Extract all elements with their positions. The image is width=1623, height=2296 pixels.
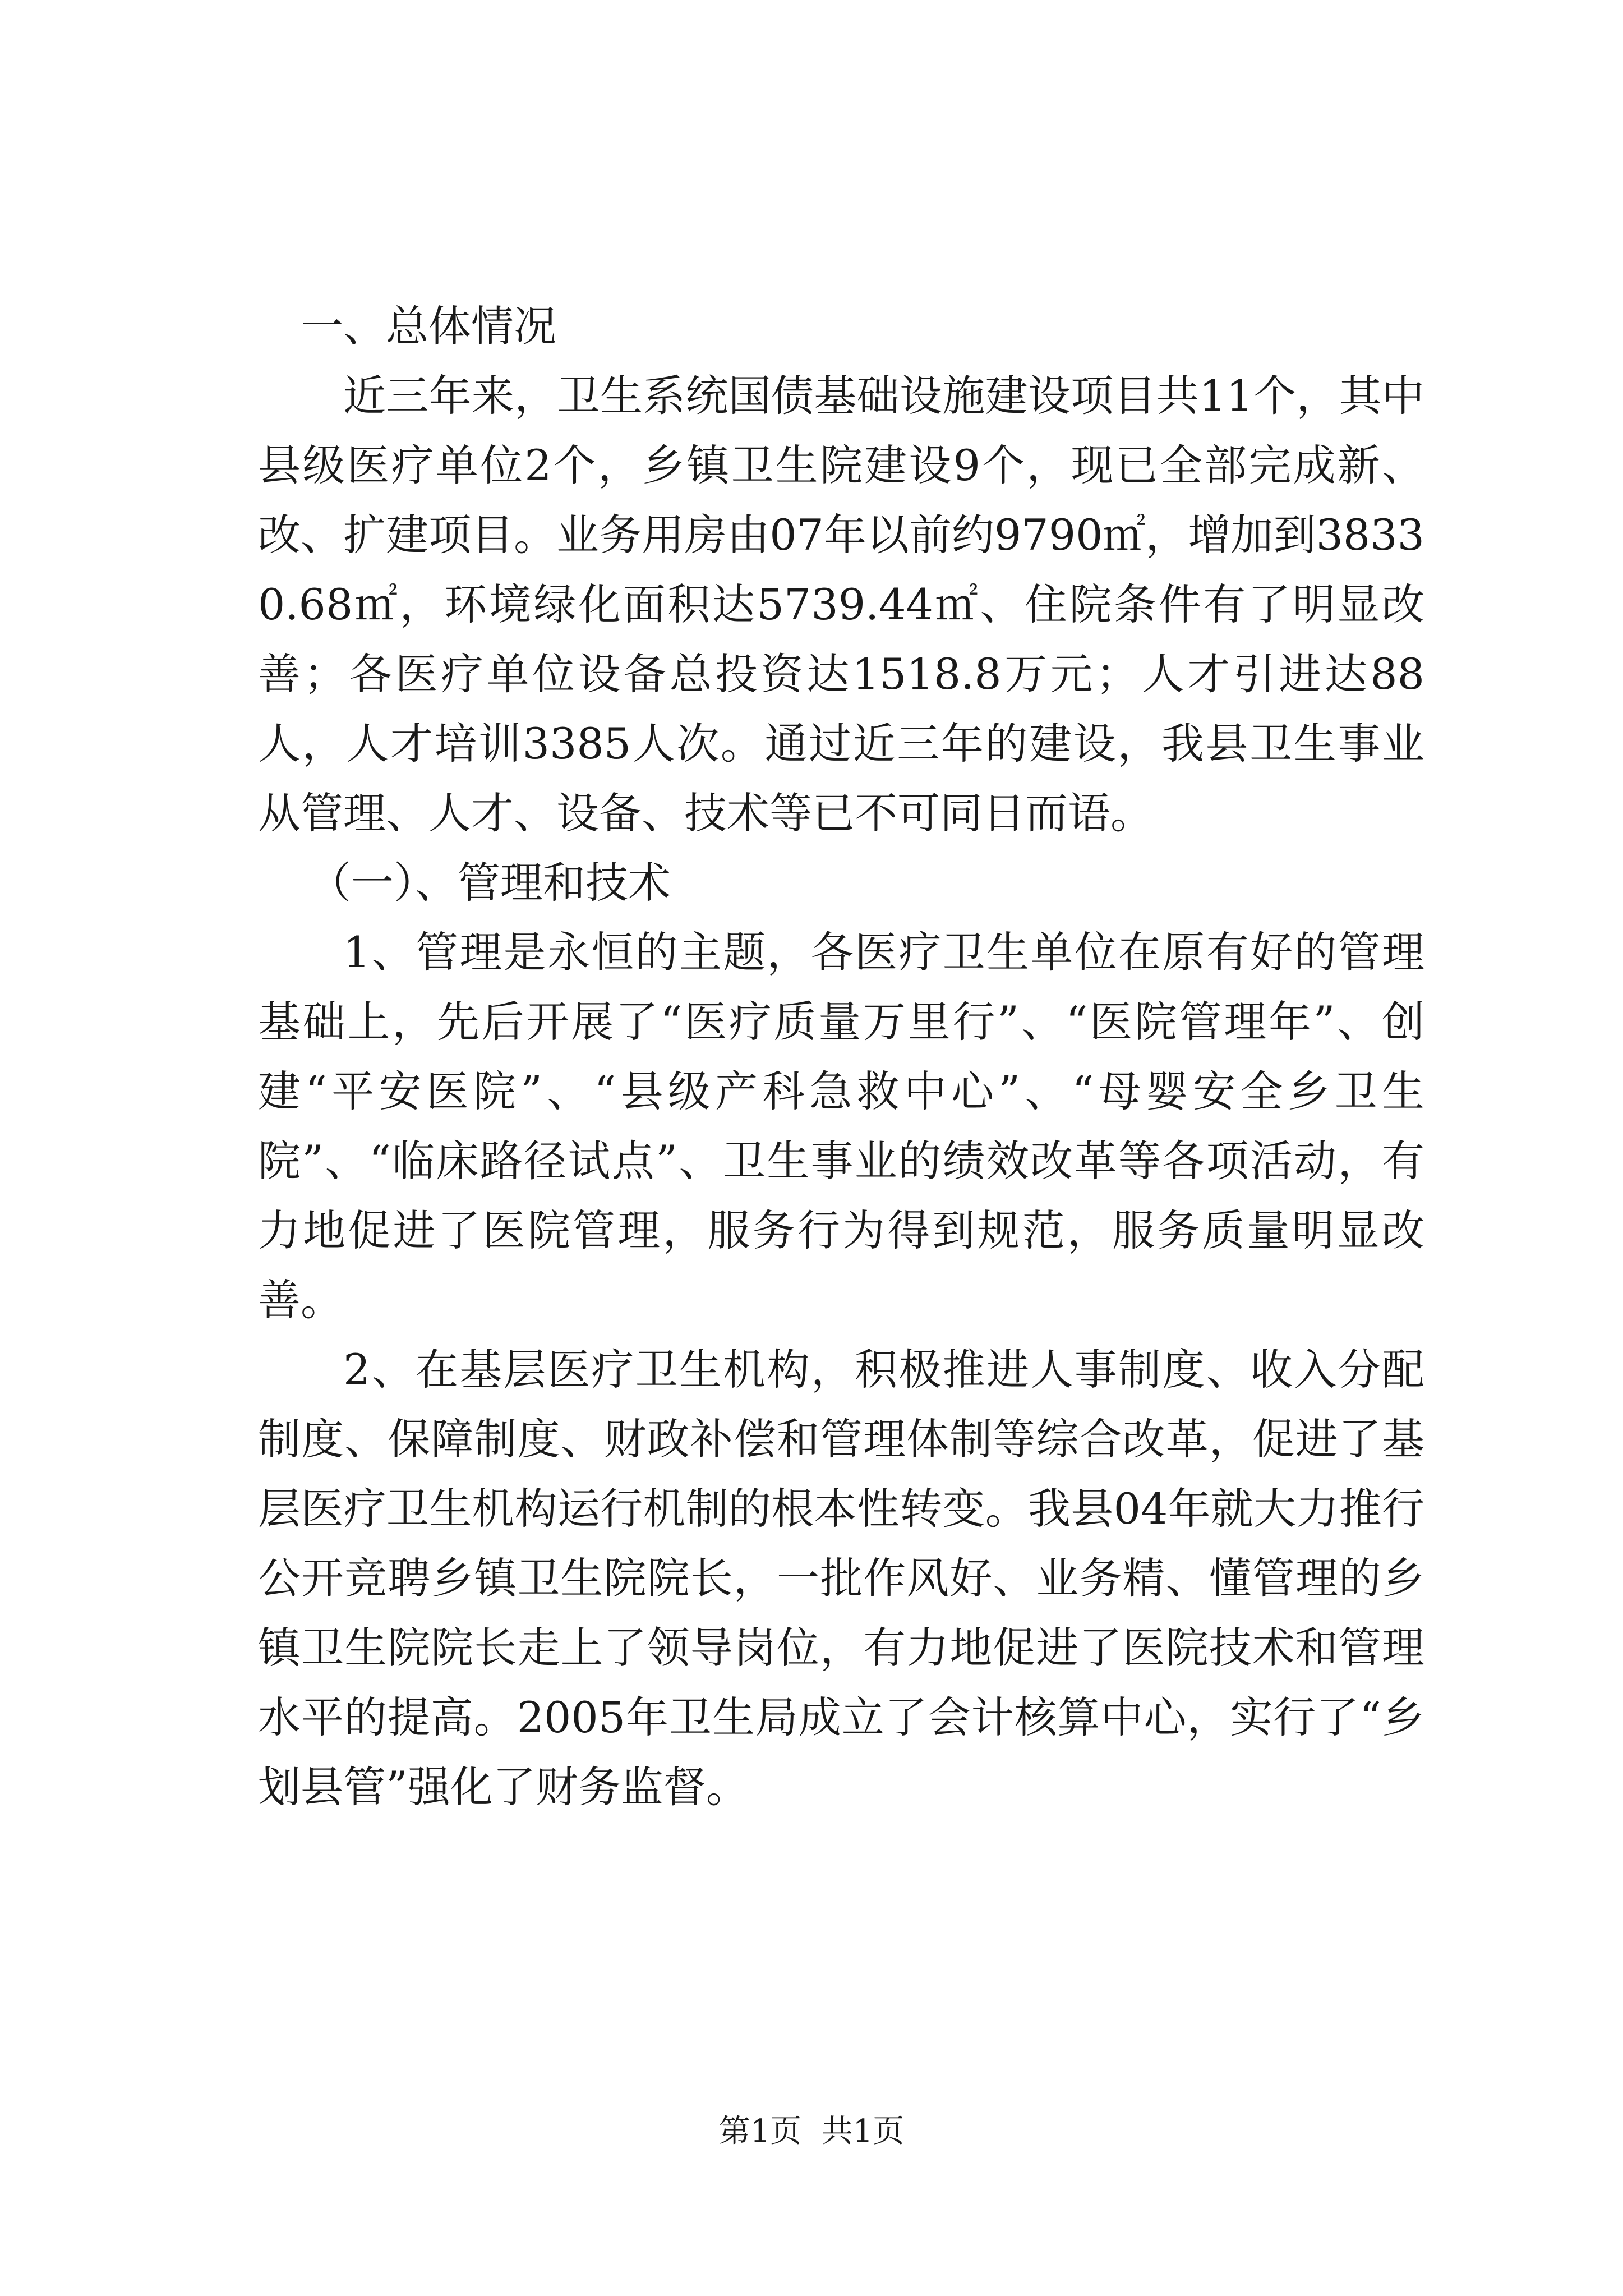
section-heading: 一、总体情况 xyxy=(301,301,556,351)
body-paragraph: 近三年来，卫生系统国债基础设施建设项目共11个，其中县级医疗单位2个，乡镇卫生院建设9个，现已全部完成新、改、扩建项目。业务用房由07年以前约9790㎡，增加到38330.68㎡，环境绿化面积达5739.44㎡、住院条件有了明显改善；各医疗单位设备总投资达1518.8万元；人才引进达88人，人才培训3385人次。通过近三年的建设，我县卫生事业从管理、人才、设备、技术等已不可同日而语。 xyxy=(258,371,1424,838)
page-footer xyxy=(0,2109,1623,2154)
subsection-heading: （一）、管理和技术 xyxy=(308,858,671,908)
body-paragraph: 1、管理是永恒的主题，各医疗卫生单位在原有好的管理基础上，先后开展了“医疗质量万里行”、“医院管理年”、创建“平安医院”、“县级产科急救中心”、“母婴安全乡卫生院”、“临床路径试点”、卫生事业的绩效改革等各项活动，有力地促进了医院管理，服务行为得到规范，服务质量明显改善。 xyxy=(258,927,1424,1325)
document-body xyxy=(258,292,1424,1822)
body-paragraph: 2、在基层医疗卫生机构，积极推进人事制度、收入分配制度、保障制度、财政补偿和管理体制等综合改革，促进了基层医疗卫生机构运行机制的根本性转变。我县04年就大力推行公开竞聘乡镇卫生院院长，一批作风好、业务精、懂管理的乡镇卫生院院长走上了领导岗位，有力地促进了医院技术和管理水平的提高。2005年卫生局成立了会计核算中心，实行了“乡划县管”强化了财务监督。 xyxy=(258,1345,1424,1812)
page-number: 第1页 共1页 xyxy=(718,2113,905,2150)
